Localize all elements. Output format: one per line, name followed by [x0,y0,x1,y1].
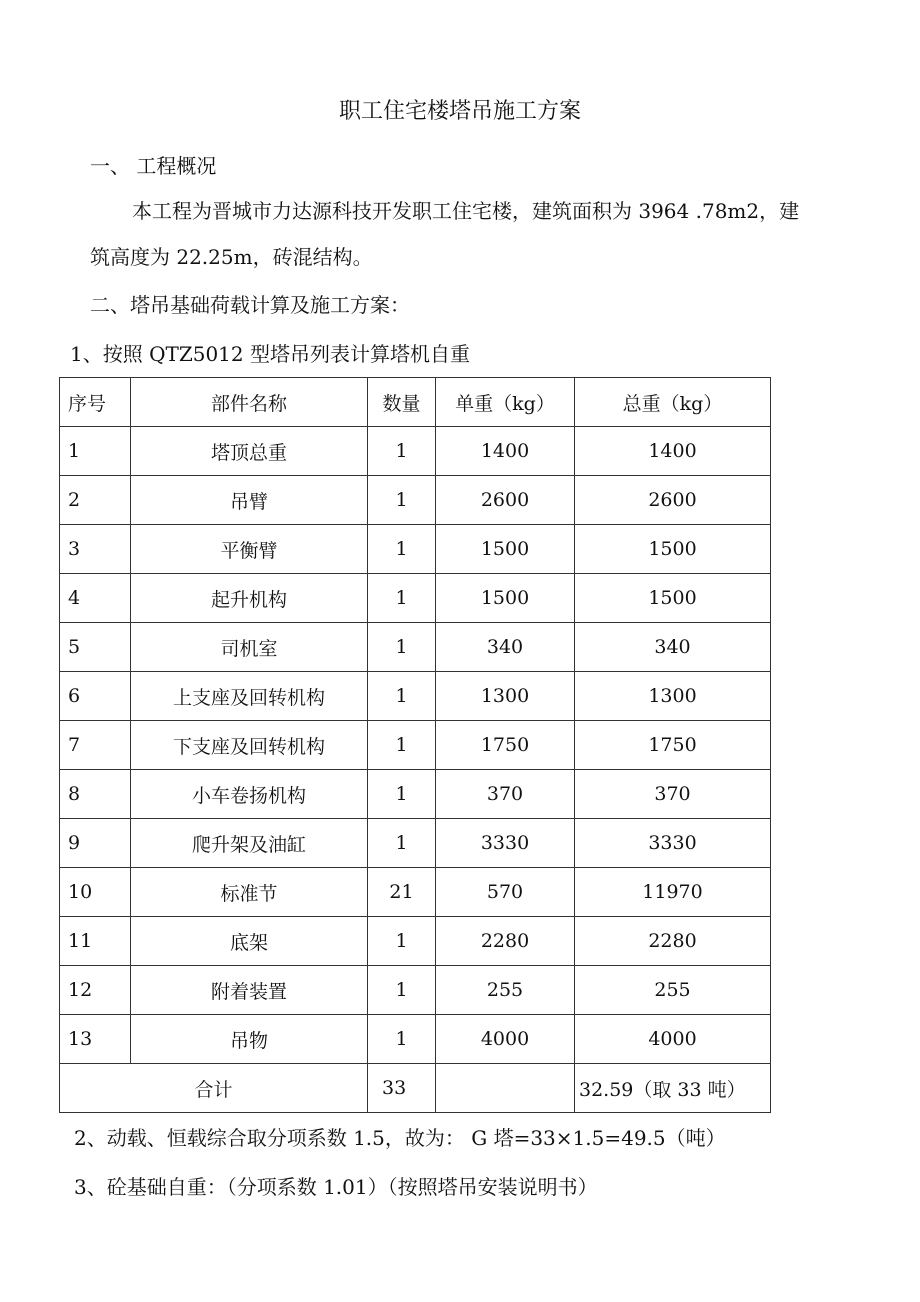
summary-total-weight: 32.59（取 33 吨） [575,1064,771,1113]
table-row [60,476,771,525]
item-3-text: 3、砼基础自重：（分项系数 1.01）（按照塔吊安装说明书） [74,1175,598,1199]
cell-name: 底架 [131,917,368,966]
cell-total-weight: 1300 [575,672,771,721]
cell-name: 塔顶总重 [131,427,368,476]
cell-total-weight: 340 [575,623,771,672]
cell-no: 2 [60,476,131,525]
summary-unit-weight [436,1064,575,1113]
header-total-weight: 总重（kg） [575,378,771,427]
cell-no: 3 [60,525,131,574]
cell-no: 6 [60,672,131,721]
cell-total-weight: 255 [575,966,771,1015]
cell-no: 12 [60,966,131,1015]
cell-unit-weight: 1400 [436,427,575,476]
cell-unit-weight: 570 [436,868,575,917]
cell-name: 起升机构 [131,574,368,623]
cell-unit-weight: 4000 [436,1015,575,1064]
cell-unit-weight: 255 [436,966,575,1015]
cell-total-weight: 1500 [575,525,771,574]
table-row [60,868,771,917]
cell-qty: 1 [368,1015,436,1064]
table-row [60,672,771,721]
cell-name: 吊物 [131,1015,368,1064]
cell-name: 平衡臂 [131,525,368,574]
cell-no: 11 [60,917,131,966]
cell-total-weight: 2280 [575,917,771,966]
cell-unit-weight: 340 [436,623,575,672]
table-row [60,1015,771,1064]
cell-no: 7 [60,721,131,770]
cell-no: 9 [60,819,131,868]
page-title: 职工住宅楼塔吊施工方案 [338,99,581,124]
cell-name: 附着装置 [131,966,368,1015]
cell-qty: 1 [368,672,436,721]
crane-weight-table [59,377,771,1113]
cell-unit-weight: 370 [436,770,575,819]
cell-qty: 21 [368,868,436,917]
cell-unit-weight: 1500 [436,525,575,574]
table-row [60,623,771,672]
table-row [60,917,771,966]
table-row [60,525,771,574]
section-2-heading: 二、塔吊基础荷载计算及施工方案： [90,293,410,317]
cell-total-weight: 11970 [575,868,771,917]
cell-unit-weight: 2280 [436,917,575,966]
cell-qty: 1 [368,917,436,966]
table-row [60,427,771,476]
header-qty: 数量 [368,378,436,427]
cell-name: 司机室 [131,623,368,672]
table-row [60,574,771,623]
cell-qty: 1 [368,476,436,525]
cell-total-weight: 4000 [575,1015,771,1064]
table-row [60,966,771,1015]
item-1-text: 1、按照 QTZ5012 型塔吊列表计算塔机自重 [70,342,470,366]
item-2-text: 2、动载、恒载综合取分项系数 1.5，故为： G 塔=33×1.5=49.5（吨） [74,1126,726,1150]
summary-qty: 33 [368,1064,436,1113]
section-1-heading: 一、 工程概况 [90,154,217,178]
cell-total-weight: 1400 [575,427,771,476]
cell-qty: 1 [368,525,436,574]
cell-no: 13 [60,1015,131,1064]
cell-name: 下支座及回转机构 [131,721,368,770]
cell-no: 4 [60,574,131,623]
cell-name: 小车卷扬机构 [131,770,368,819]
cell-name: 爬升架及油缸 [131,819,368,868]
cell-unit-weight: 1750 [436,721,575,770]
cell-qty: 1 [368,574,436,623]
cell-qty: 1 [368,427,436,476]
cell-qty: 1 [368,623,436,672]
cell-total-weight: 1750 [575,721,771,770]
cell-total-weight: 1500 [575,574,771,623]
table-row [60,819,771,868]
cell-unit-weight: 2600 [436,476,575,525]
cell-total-weight: 2600 [575,476,771,525]
cell-name: 吊臂 [131,476,368,525]
header-no: 序号 [60,378,131,427]
cell-unit-weight: 1300 [436,672,575,721]
cell-no: 1 [60,427,131,476]
cell-unit-weight: 1500 [436,574,575,623]
table-summary-row [60,1064,771,1113]
header-name: 部件名称 [131,378,368,427]
cell-no: 10 [60,868,131,917]
cell-qty: 1 [368,819,436,868]
cell-qty: 1 [368,721,436,770]
overview-paragraph-line-1: 本工程为晋城市力达源科技开发职工住宅楼，建筑面积为 3964 .78m2，建 [132,199,800,223]
cell-name: 上支座及回转机构 [131,672,368,721]
cell-no: 5 [60,623,131,672]
cell-qty: 1 [368,966,436,1015]
cell-total-weight: 3330 [575,819,771,868]
summary-label: 合计 [60,1064,368,1113]
cell-no: 8 [60,770,131,819]
overview-paragraph-line-2: 筑高度为 22.25m，砖混结构。 [90,245,373,269]
table-row [60,721,771,770]
table-header-row [60,378,771,427]
cell-name: 标准节 [131,868,368,917]
cell-qty: 1 [368,770,436,819]
cell-total-weight: 370 [575,770,771,819]
header-unit-weight: 单重（kg） [436,378,575,427]
cell-unit-weight: 3330 [436,819,575,868]
table-row [60,770,771,819]
